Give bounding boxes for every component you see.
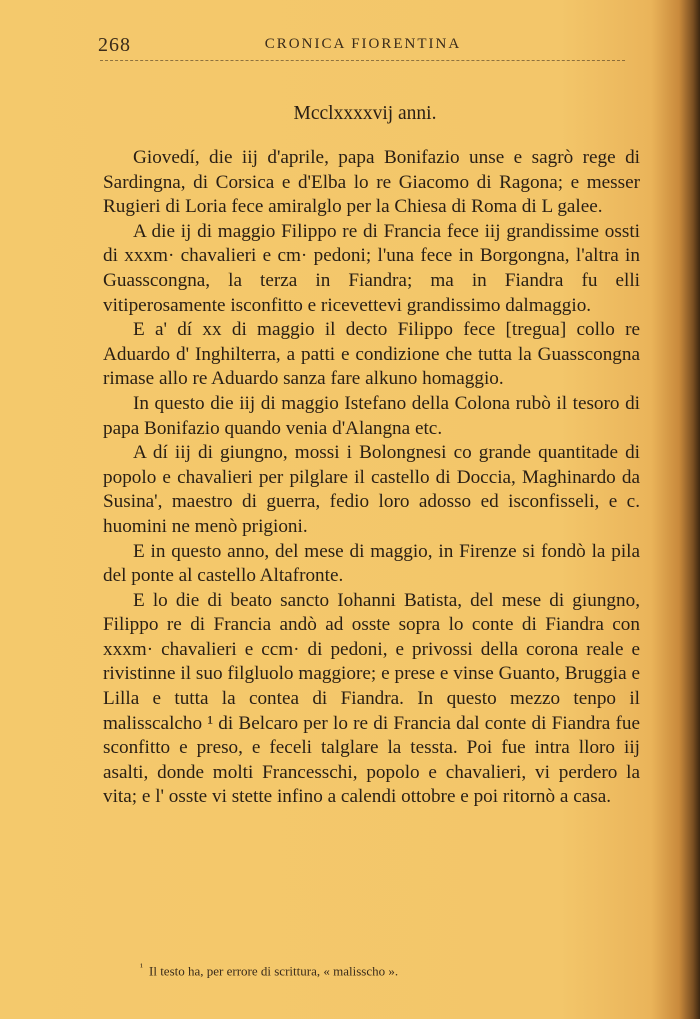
paragraph: In questo die iij di maggio Istefano della Colona rubò il tesoro di papa Bonifazio quando venia d'Alangna etc.	[103, 392, 640, 439]
section-title: Mcclxxxxvij anni.	[293, 103, 437, 124]
paragraph: A dí iij di giungno, mossi i Bolongnesi co grande quantitade di popolo e chavalieri per pilglare il castello di Doccia, Maghinardo da Susina', maestro di guerra, fedio loro adosso ed isconfisseli, e c. huomini ne menò prigioni.	[103, 442, 640, 537]
footnote	[140, 962, 620, 979]
footnote-mark: ¹	[140, 962, 143, 973]
page-header	[98, 32, 628, 58]
paragraph: Giovedí, die iij d'aprile, papa Bonifazio unse e sagrò rege di Sardingna, di Corsica e d'Elba lo re Giacomo di Ragona; e messer Rugieri di Loria fece amiralglo per la Chiesa di Roma di L galee.	[103, 147, 640, 218]
page-number: 268	[98, 34, 131, 56]
paragraph: E lo die di beato sancto Iohanni Batista, del mese di giungno, Filippo re di Francia andò ad osste sopra lo conte di Fiandra con xxxm· chavalieri e ccm· di pedoni, e privossi della corona reale e rivistinne il suo filgluolo maggiore; e prese e vinse Guanto, Bruggia e Lilla e tutta la contea di Fiandra. In questo mezzo tenpo il malisscalcho ¹ di Belcaro per lo re di Francia dal conte di Fiandra fue sconfitto e preso, e feceli talglare la tessta. Poi fue intra lloro iij asalti, donde molti Francesschi, popolo e chavalieri, vi perdero la vita; e l' osste vi stette infino a calendi ottobre e poi ritornò a casa.	[103, 589, 640, 808]
paragraph: E in questo anno, del mese di maggio, in Firenze si fondò la pila del ponte al castello Altafronte.	[103, 540, 640, 587]
footnote-text: Il testo ha, per errore di scrittura, « malisscho ».	[149, 963, 399, 979]
running-title: CRONICA FIORENTINA	[264, 36, 462, 52]
header-rule	[100, 60, 625, 61]
body-text	[103, 146, 640, 810]
paragraph: E a' dí xx di maggio il decto Filippo fece [tregua] collo re Aduardo d' Inghilterra, a patti e condizione che tutta la Guasscongna rimase allo re Aduardo sanza fare alkuno homaggio.	[103, 319, 640, 390]
paragraph: A die ij di maggio Filippo re di Francia fece iij grandissime ossti di xxxm· chavalieri e cm· pedoni; l'una fece in Borgongna, l'altra in Guasscongna, la terza in Fiandra; ma in Fiandra fu elli vitiperosamente isconfitto e ricevettevi grandissimo dalmaggio.	[103, 220, 640, 316]
